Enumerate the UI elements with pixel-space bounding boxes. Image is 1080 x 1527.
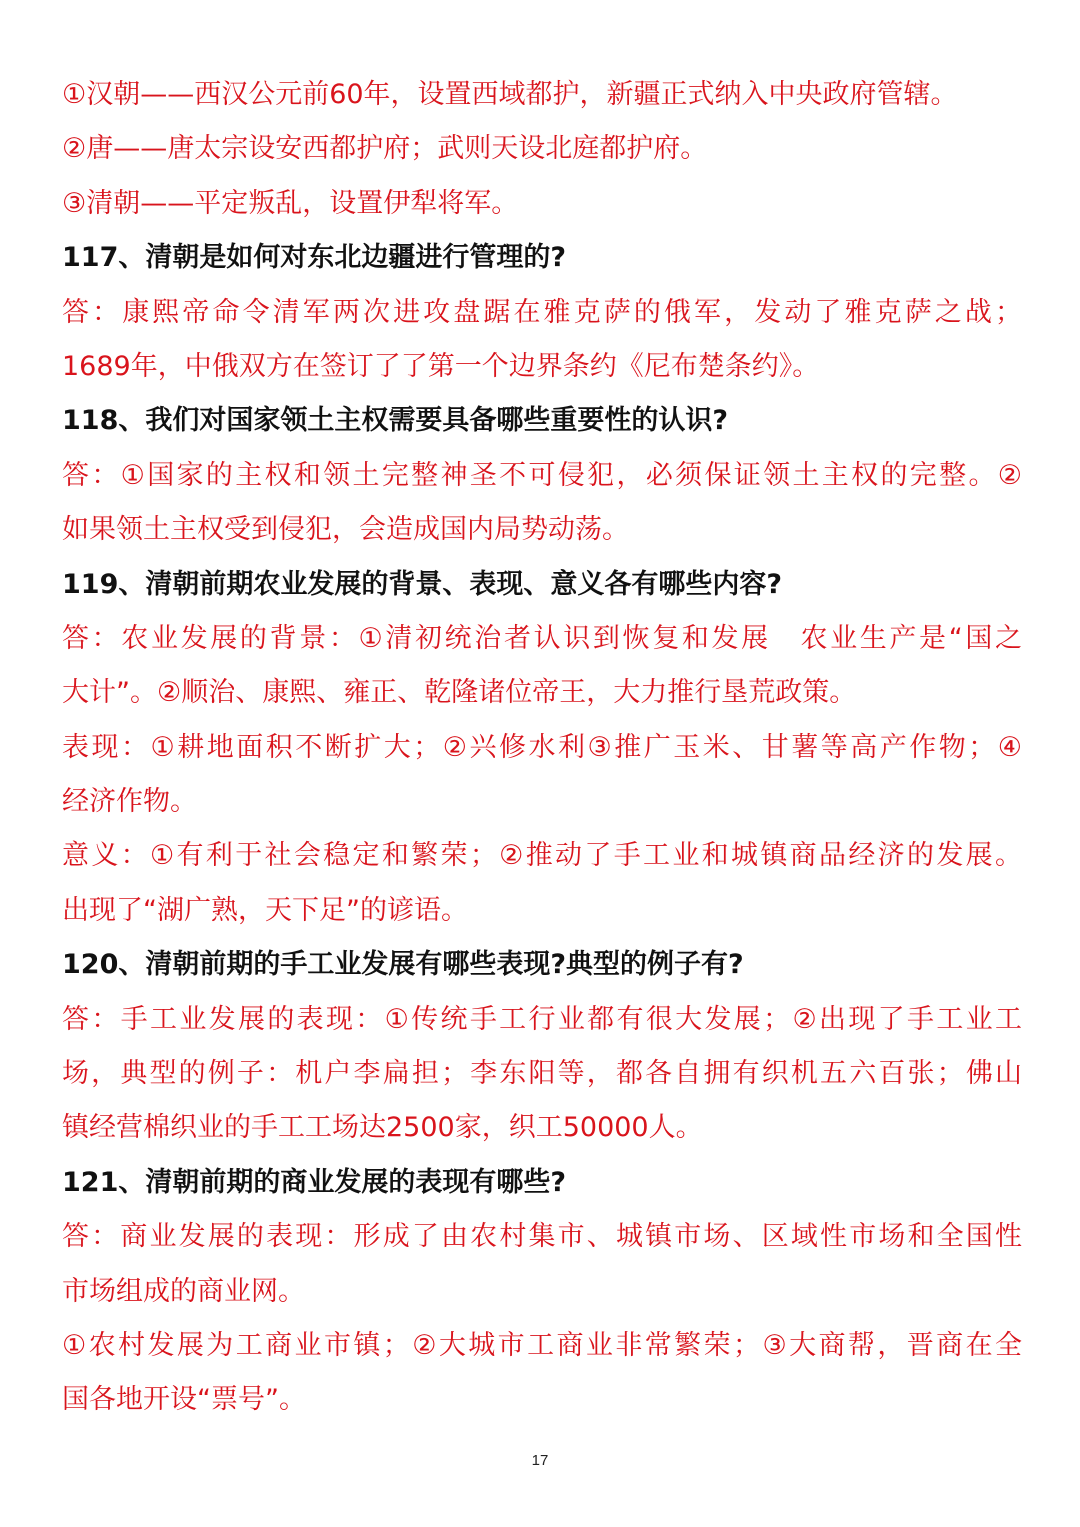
answer-line: 场，典型的例子：机户李扁担；李东阳等，都各自拥有织机五六百张；佛山 bbox=[62, 1058, 1022, 1090]
answer-line: 市场组成的商业网。 bbox=[62, 1275, 305, 1307]
answer-line: 答：商业发展的表现：形成了由农村集市、城镇市场、区域性市场和全国性 bbox=[62, 1221, 1022, 1253]
question-118: 118、我们对国家领土主权需要具备哪些重要性的认识? bbox=[62, 405, 729, 437]
answer-line: ②唐——唐太宗设安西都护府；武则天设北庭都护府。 bbox=[62, 133, 708, 165]
page-number: 17 bbox=[531, 1452, 549, 1469]
answer-line: 经济作物。 bbox=[62, 786, 197, 818]
answer-line: 表现：①耕地面积不断扩大；②兴修水利③推广玉米、甘薯等高产作物；④ bbox=[62, 731, 1022, 763]
answer-line: ①农村发展为工商业市镇；②大城市工商业非常繁荣；③大商帮，晋商在全 bbox=[62, 1329, 1022, 1361]
answer-line: 镇经营棉织业的手工工场达2500家，织工50000人。 bbox=[62, 1112, 703, 1144]
answer-line: 意义：①有利于社会稳定和繁荣；②推动了手工业和城镇商品经济的发展。 bbox=[62, 840, 1022, 872]
answer-line: 出现了“湖广熟，天下足”的谚语。 bbox=[62, 894, 468, 926]
question-119: 119、清朝前期农业发展的背景、表现、意义各有哪些内容? bbox=[62, 568, 783, 600]
answer-line: 答：康熙帝命令清军两次进攻盘踞在雅克萨的俄军，发动了雅克萨之战； bbox=[62, 296, 1022, 328]
answer-line: 答：农业发展的背景：①清初统治者认识到恢复和发展 农业生产是“国之 bbox=[62, 622, 1022, 654]
answer-line: 如果领土主权受到侵犯，会造成国内局势动荡。 bbox=[62, 514, 629, 546]
answer-line: 大计”。②顺治、康熙、雍正、乾隆诸位帝王，大力推行垦荒政策。 bbox=[62, 677, 857, 709]
answer-line: ③清朝——平定叛乱，设置伊犁将军。 bbox=[62, 187, 519, 219]
answer-line: ①汉朝——西汉公元前60年，设置西域都护，新疆正式纳入中央政府管辖。 bbox=[62, 79, 958, 110]
answer-line: 国各地开设“票号”。 bbox=[62, 1384, 306, 1416]
page-content bbox=[62, 68, 1022, 1428]
answer-line: 答：①国家的主权和领土完整神圣不可侵犯，必须保证领土主权的完整。② bbox=[62, 459, 1022, 491]
answer-line: 答：手工业发展的表现：①传统手工行业都有很大发展；②出现了手工业工 bbox=[62, 1003, 1022, 1035]
question-121: 121、清朝前期的商业发展的表现有哪些? bbox=[62, 1166, 567, 1198]
question-117: 117、清朝是如何对东北边疆进行管理的? bbox=[62, 242, 567, 274]
answer-line: 1689年，中俄双方在签订了了第一个边界条约《尼布楚条约》。 bbox=[62, 350, 820, 382]
question-120: 120、清朝前期的手工业发展有哪些表现?典型的例子有? bbox=[62, 949, 744, 981]
